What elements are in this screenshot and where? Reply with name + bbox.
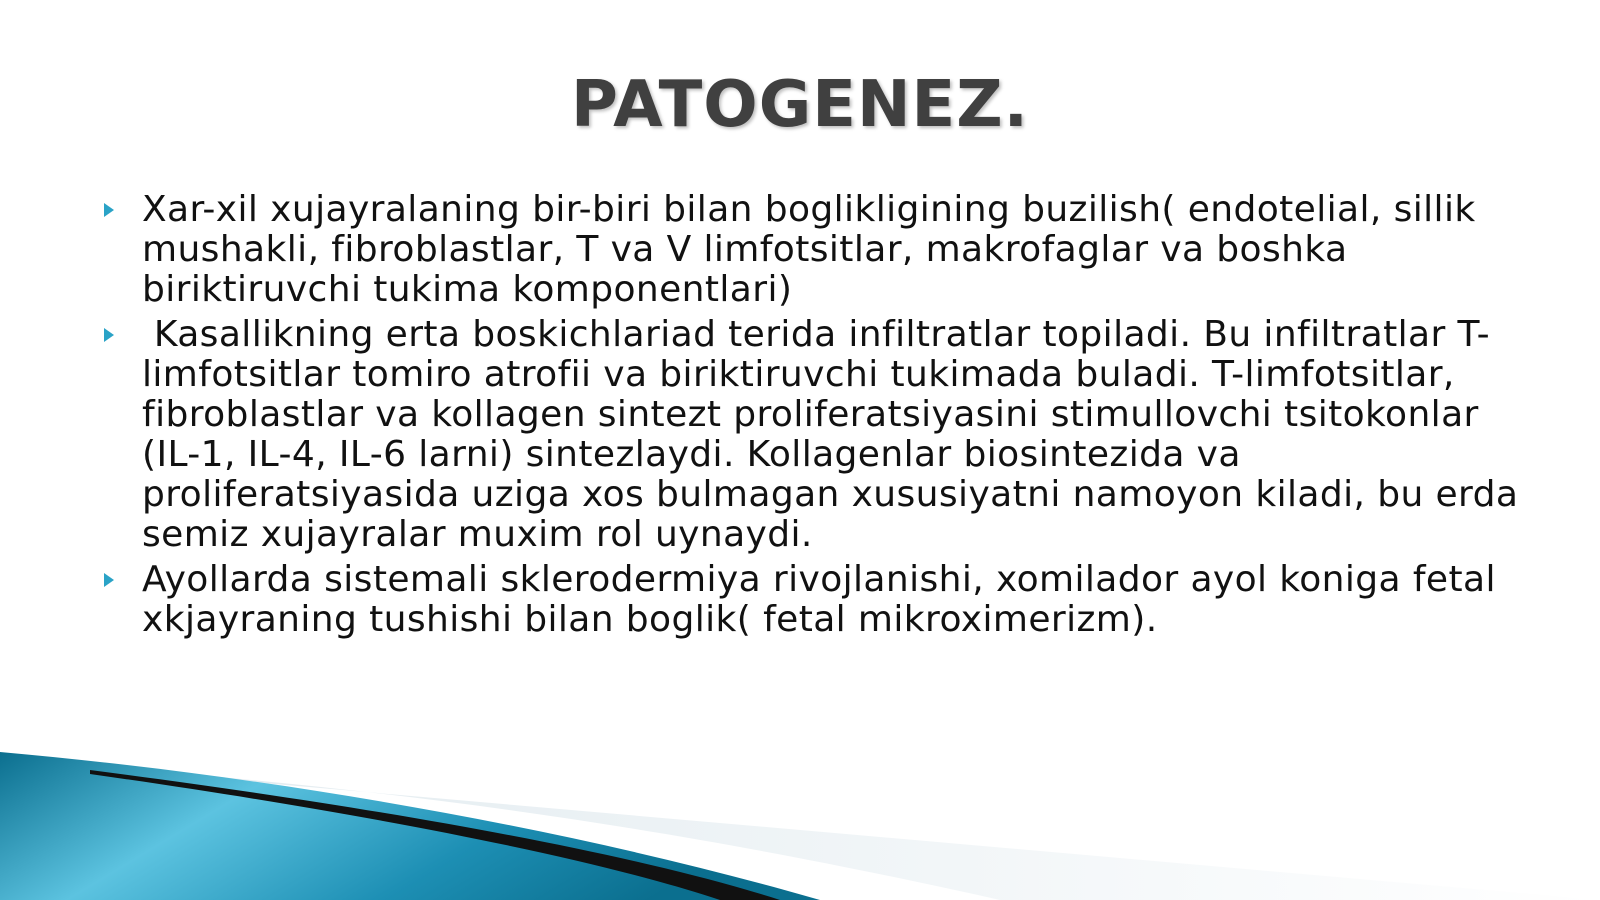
bullet-text: Kasallikning erta boskichlariad terida infiltratlar topiladi. Bu infiltratlar T-limfotsitlar tomiro atrofii va biriktiruvchi tukimada buladi. T-limfotsitlar, fibroblastlar va kollagen sintezt proliferatsiyasini stimullovchi tsitokonlar (IL-1, IL-4, IL-6 larni) sintezlaydi. Kollagenlar biosintezida va proliferatsiyasida uziga xos bulmagan xususiyatni namoyon kiladi, bu erda semiz xujayralar muxim rol uynaydi. xyxy=(142,314,1531,555)
bullet-item-3 xyxy=(104,560,1544,640)
triangle-bullet-icon xyxy=(104,328,114,342)
triangle-bullet-icon xyxy=(104,203,114,217)
bullet-list xyxy=(104,190,1544,645)
slide-title: PATOGENEZ. xyxy=(571,68,1029,142)
decorative-wave xyxy=(0,740,1600,900)
bullet-item-2 xyxy=(104,315,1544,555)
bullet-item-1 xyxy=(104,190,1544,310)
bullet-text: Ayollarda sistemali sklerodermiya rivojlanishi, xomilador ayol koniga fetal xkjayraning tushishi bilan boglik( fetal mikroximerizm). xyxy=(142,559,1496,640)
bullet-text: Xar-xil xujayralaning bir-biri bilan boglikligining buzilish( endotelial, sillik mushakli, fibroblastlar, T va V limfotsitlar, makrofaglar va boshka biriktiruvchi tukima komponentlari) xyxy=(142,189,1476,310)
triangle-bullet-icon xyxy=(104,573,114,587)
